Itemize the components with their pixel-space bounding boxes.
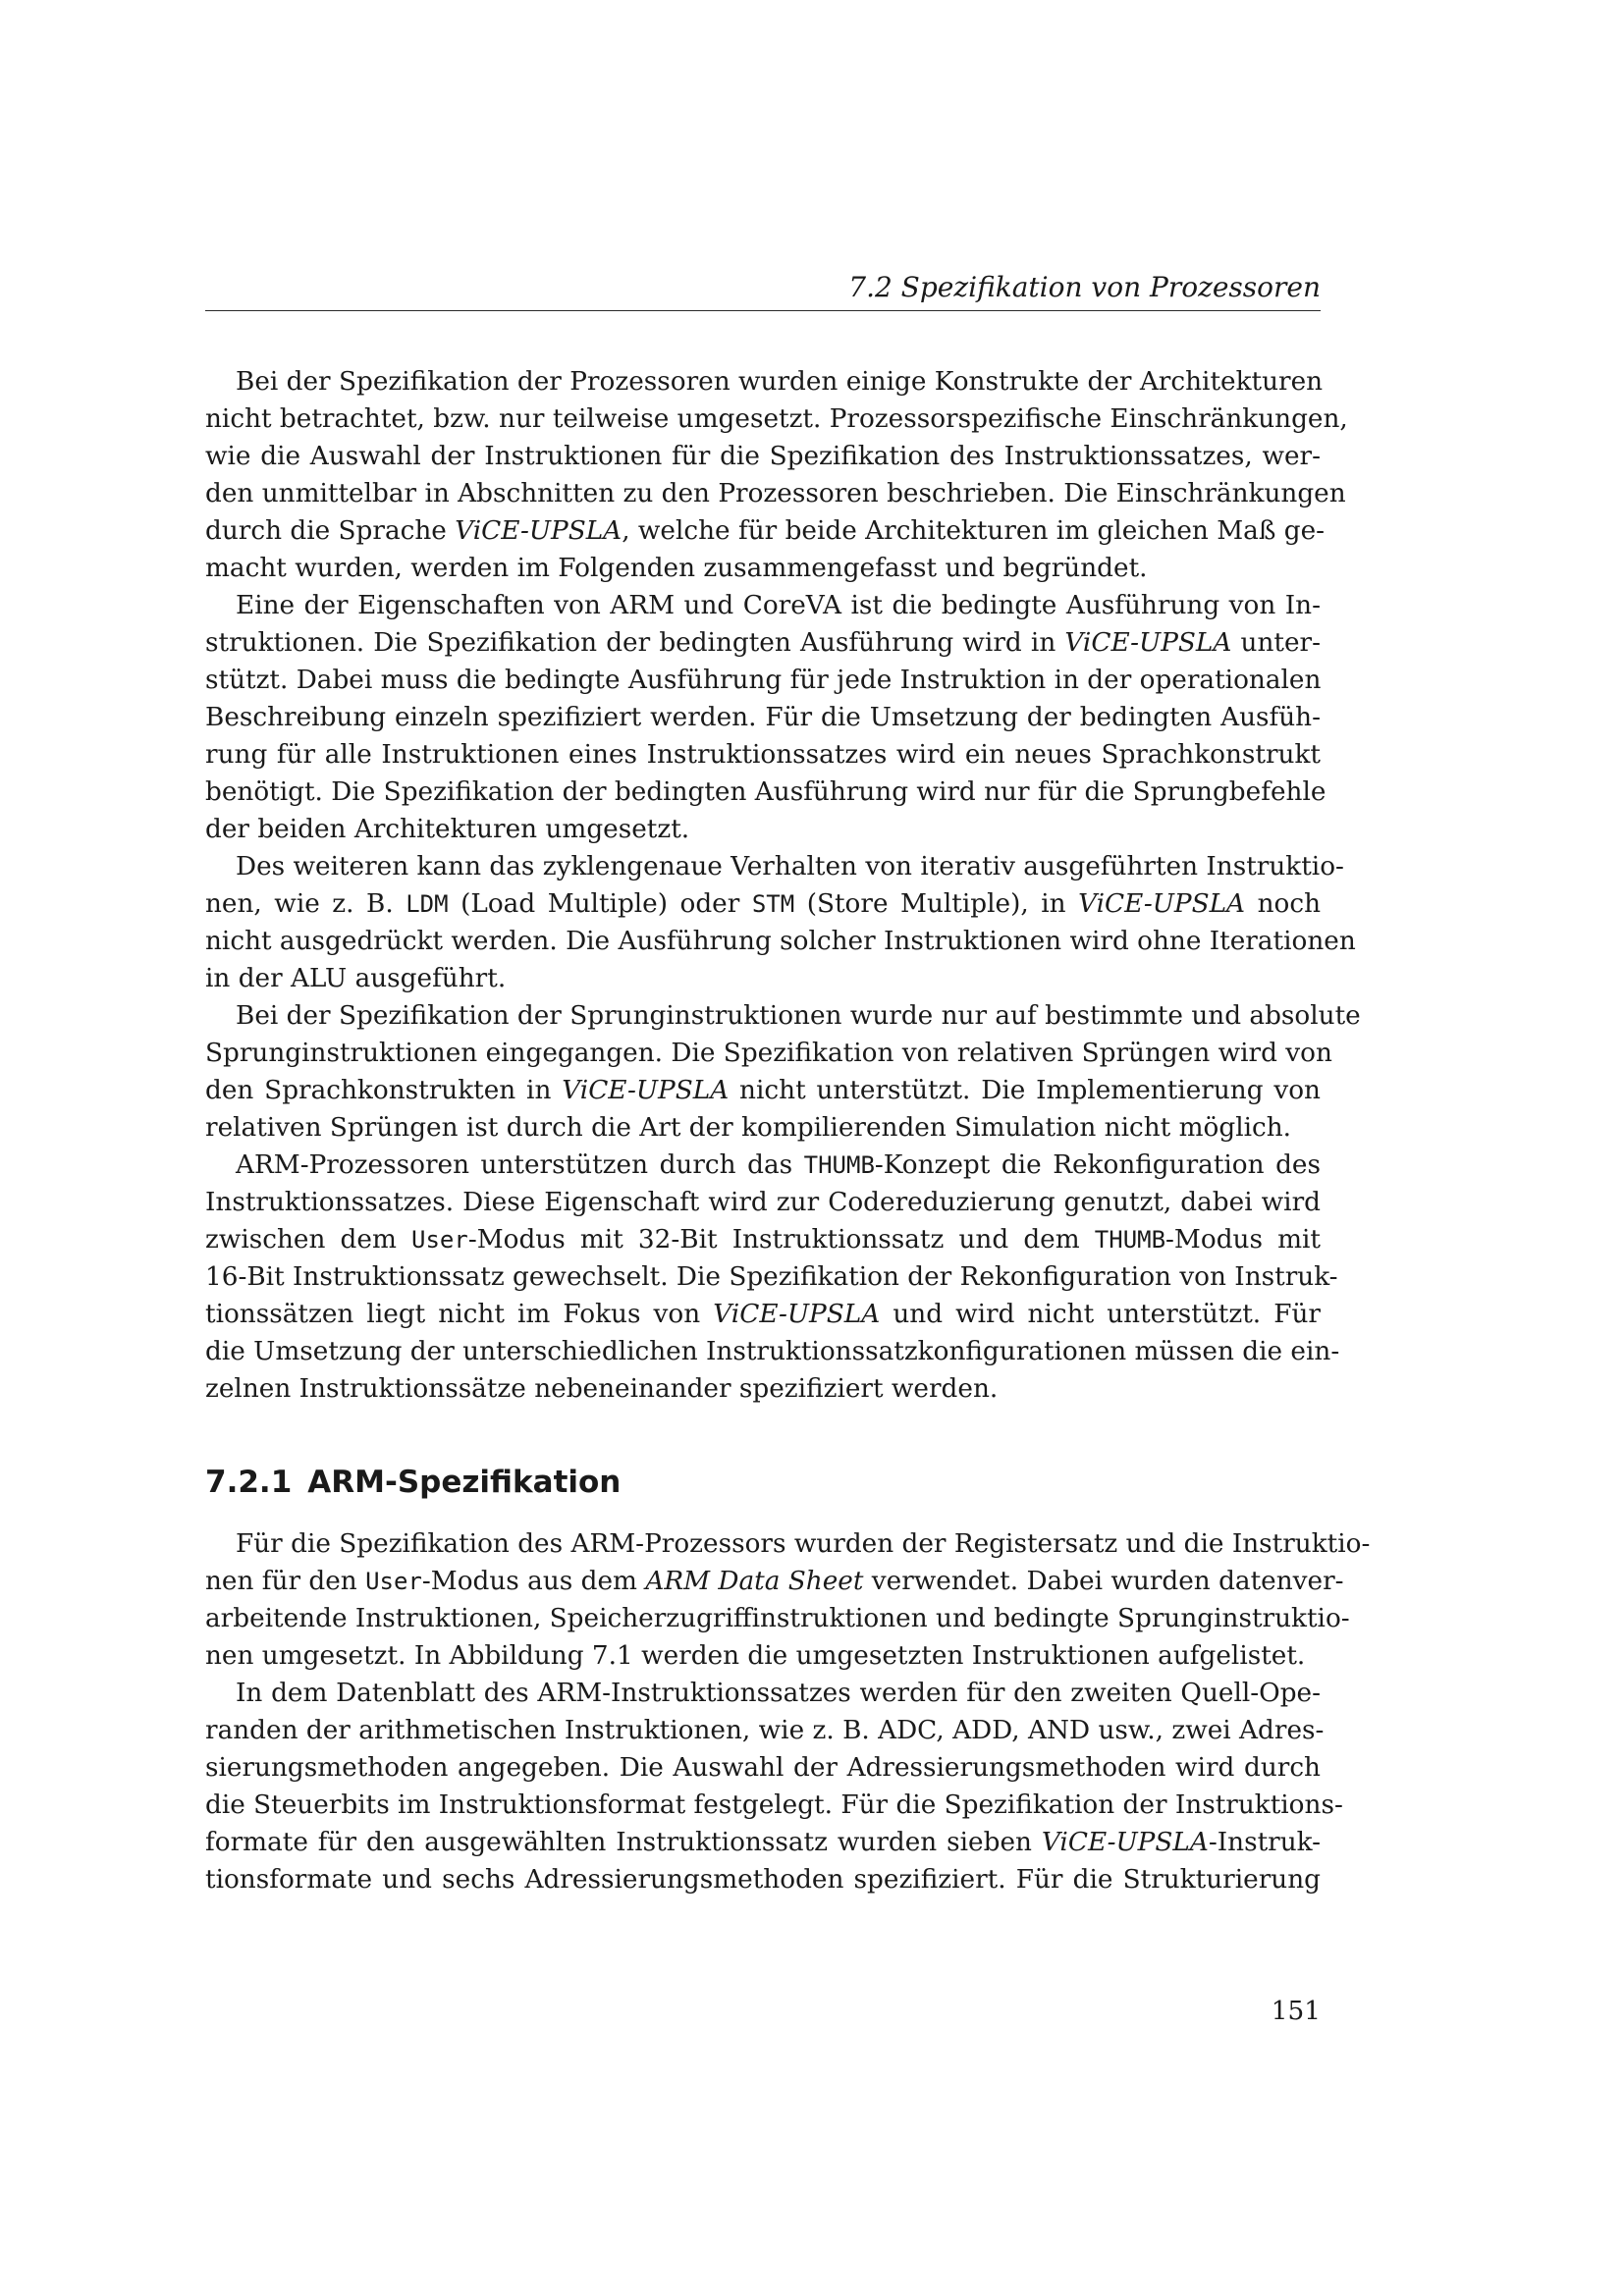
text-line — [205, 1072, 1321, 1109]
text-line: Des weiteren kann das zyklengenaue Verhalten von iterativ ausgeführten Instruktio- — [236, 852, 1344, 881]
paragraph — [205, 997, 1361, 1147]
paragraph — [205, 1525, 1371, 1675]
text-line: relativen Sprüngen ist durch die Art der kompilierenden Simulation nicht möglich. — [205, 1113, 1292, 1143]
inline-code: User — [365, 1568, 422, 1595]
section-heading — [205, 1461, 621, 1504]
text-run: nicht unterstützt. Die Implementierung von — [729, 1076, 1321, 1105]
text-line: In dem Datenblatt des ARM-Instruktionssatzes werden für den zweiten Quell-Ope- — [236, 1679, 1321, 1708]
text-line: Eine der Eigenschaften von ARM und CoreVA ist die bedingte Ausführung von In- — [236, 591, 1321, 620]
text-line: in der ALU ausgeführt. — [205, 964, 507, 993]
text-run: nen, wie z. B. — [205, 889, 406, 919]
text-line: sierungsmethoden angegeben. Die Auswahl der Adressierungsmethoden wird durch — [205, 1753, 1321, 1783]
running-header — [205, 267, 1321, 311]
text-run: -Modus mit 32-Bit Instruktionssatz und dem — [467, 1225, 1095, 1255]
text-line: der beiden Architekturen umgesetzt. — [205, 815, 690, 844]
inline-code: STM — [751, 890, 795, 918]
text-line: den unmittelbar in Abschnitten zu den Prozessoren beschrieben. Die Einschränkungen — [205, 479, 1346, 508]
text-line: Bei der Spezifikation der Sprunginstruktionen wurde nur auf bestimmte und absolute — [236, 1001, 1361, 1031]
emphasis: ViCE-UPSLA — [455, 516, 623, 546]
text-line: Beschreibung einzeln spezifiziert werden. Für die Umsetzung der bedingten Ausfüh- — [205, 703, 1321, 732]
text-run: struktionen. Die Spezifikation der bedingten Ausführung wird in — [205, 628, 1065, 658]
text-run: den Sprachkonstrukten in — [205, 1076, 563, 1105]
text-line — [205, 1147, 1321, 1184]
text-line: nicht betrachtet, bzw. nur teilweise umgesetzt. Prozessorspezifische Einschränkungen, — [205, 404, 1348, 434]
text-line: nen umgesetzt. In Abbildung 7.1 werden die umgesetzten Instruktionen aufgelistet. — [205, 1641, 1306, 1671]
text-run: -Instruk- — [1208, 1828, 1321, 1857]
text-line: Bei der Spezifikation der Prozessoren wurden einige Konstrukte der Architekturen — [236, 367, 1324, 397]
text-line: die Umsetzung der unterschiedlichen Instruktionssatzkonfigurationen müssen die ein- — [205, 1337, 1340, 1366]
paragraph — [205, 1675, 1343, 1898]
text-line: stützt. Dabei muss die bedingte Ausführung für jede Instruktion in der operationalen — [205, 666, 1322, 695]
text-line — [205, 624, 1321, 662]
running-title: 7.2 Spezifikation von Prozessoren — [848, 271, 1321, 303]
paragraph — [205, 848, 1356, 997]
section-title: ARM-Spezifikation — [307, 1465, 622, 1500]
paragraph — [205, 587, 1326, 848]
emphasis: ViCE-UPSLA — [713, 1300, 881, 1329]
text-line: Für die Spezifikation des ARM-Prozessors wurden der Registersatz und die Instruktio- — [236, 1529, 1371, 1559]
text-line — [205, 1221, 1321, 1258]
page-number: 151 — [1271, 1997, 1321, 2026]
text-run: formate für den ausgewählten Instruktionssatz wurden sieben — [205, 1828, 1042, 1857]
text-line: benötigt. Die Spezifikation der bedingten Ausführung wird nur für die Sprungbefehle — [205, 777, 1326, 807]
text-line: tionsformate und sechs Adressierungsmethoden spezifiziert. Für die Strukturierung — [205, 1865, 1321, 1895]
paragraph — [205, 1147, 1340, 1408]
emphasis: ViCE-UPSLA — [1041, 1828, 1209, 1857]
text-line: rung für alle Instruktionen eines Instruktionssatzes wird ein neues Sprachkonstrukt — [205, 740, 1321, 770]
text-line: Sprunginstruktionen eingegangen. Die Spezifikation von relativen Sprüngen wird von — [205, 1039, 1332, 1068]
text-line: zelnen Instruktionssätze nebeneinander spezifiziert werden. — [205, 1374, 999, 1404]
text-line: 16-Bit Instruktionssatz gewechselt. Die Spezifikation der Rekonfiguration von Instruk- — [205, 1262, 1338, 1292]
text-line: nicht ausgedrückt werden. Die Ausführung solcher Instruktionen wird ohne Iterationen — [205, 927, 1356, 956]
text-run: und wird nicht unterstützt. Für — [880, 1300, 1321, 1329]
text-line: macht wurden, werden im Folgenden zusammengefasst und begründet. — [205, 554, 1148, 583]
text-run: verwendet. Dabei wurden datenver- — [863, 1567, 1344, 1596]
inline-code: LDM — [406, 890, 449, 918]
text-line — [205, 1296, 1321, 1333]
body-text — [205, 363, 1361, 1408]
text-run: nen für den — [205, 1567, 366, 1596]
section-number: 7.2.1 — [205, 1465, 293, 1500]
text-line: arbeitende Instruktionen, Speicherzugriffinstruktionen und bedingte Sprunginstruktio- — [205, 1604, 1350, 1633]
text-run: -Modus mit — [1165, 1225, 1321, 1255]
text-line — [205, 885, 1321, 923]
emphasis: ViCE-UPSLA — [562, 1076, 730, 1105]
text-run: -Konzept die Rekonfiguration des — [874, 1150, 1321, 1180]
inline-code: THUMB — [803, 1151, 875, 1179]
emphasis: ViCE-UPSLA — [1078, 889, 1246, 919]
text-run: tionssätzen liegt nicht im Fokus von — [205, 1300, 714, 1329]
text-run: , welche für beide Architekturen im gleichen Maß ge- — [622, 516, 1326, 546]
inline-code: User — [411, 1226, 468, 1254]
text-run: (Load Multiple) oder — [448, 889, 752, 919]
text-run: (Store Multiple), in — [794, 889, 1079, 919]
paragraph — [205, 363, 1348, 587]
emphasis: ARM Data Sheet — [645, 1567, 864, 1596]
text-line: randen der arithmetischen Instruktionen, wie z. B. ADC, ADD, AND usw., zwei Adres- — [205, 1716, 1325, 1745]
emphasis: ViCE-UPSLA — [1064, 628, 1232, 658]
text-line: wie die Auswahl der Instruktionen für die Spezifikation des Instruktionssatzes, wer- — [205, 442, 1321, 471]
text-line: Instruktionssatzes. Diese Eigenschaft wird zur Codereduzierung genutzt, dabei wird — [205, 1188, 1321, 1217]
section-body-text — [205, 1525, 1371, 1898]
text-line — [205, 1563, 1344, 1600]
text-line: die Steuerbits im Instruktionsformat festgelegt. Für die Spezifikation der Instruktions- — [205, 1790, 1343, 1820]
text-line — [205, 1824, 1321, 1861]
text-run: unter- — [1231, 628, 1321, 658]
text-line — [205, 512, 1326, 550]
text-run: ARM-Prozessoren unterstützen durch das — [236, 1150, 804, 1180]
text-run: -Modus aus dem — [421, 1567, 646, 1596]
inline-code: THUMB — [1094, 1226, 1166, 1254]
text-run: zwischen dem — [205, 1225, 412, 1255]
text-run: noch — [1245, 889, 1322, 919]
text-run: durch die Sprache — [205, 516, 456, 546]
